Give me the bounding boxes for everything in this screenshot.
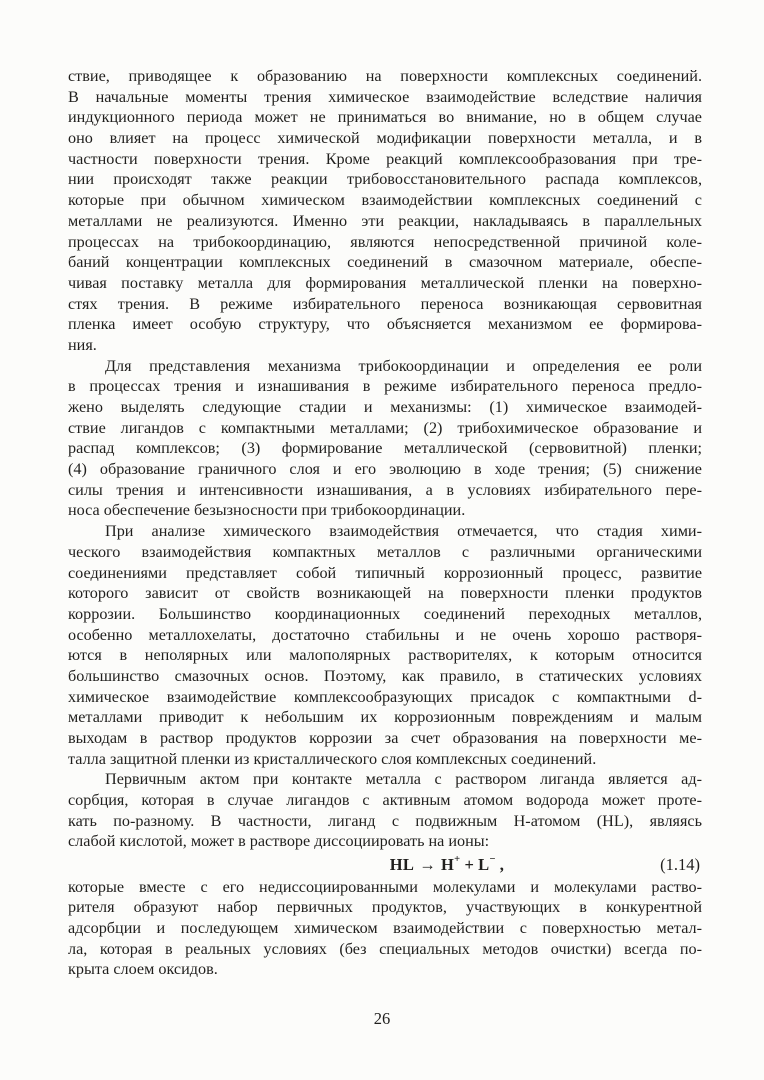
text-line: ствие, приводящее к образованию на поверхности комплексных соединений. <box>68 67 702 85</box>
text-line: сорбция, которая в случае лигандов с активным атомом водорода может проте- <box>68 791 702 810</box>
equation-term1: H <box>441 854 455 874</box>
text-line: чивая поставку металла для формирования металлической пленки на поверхно- <box>68 273 702 292</box>
text-line: жено выделять следующие стадии и механизмы: (1) химическое взаимодей- <box>68 398 702 416</box>
text-line: слабой кислотой, может в растворе диссоциировать на ионы: <box>68 832 490 851</box>
text-line: кать по-разному. В частности, лиганд с подвижным Н-атомом (HL), являясь <box>68 811 702 830</box>
text-line: в процессах трения и изнашивания в режиме избирательного переноса предло- <box>68 377 702 396</box>
text-line: силы трения и интенсивности изнашивания, а в условиях избирательного пере- <box>68 480 702 499</box>
text-line: Для представления механизма трибокоординации и определения ее роли <box>105 356 702 375</box>
text-line: ния. <box>68 335 97 354</box>
equation-term2-superscript: − <box>489 854 496 866</box>
text-line: талла защитной пленки из кристаллического слоя комплексных соединений. <box>68 749 597 768</box>
text-line: рителя образуют набор первичных продуктов, участвующих в конкурентной <box>68 898 702 917</box>
text-line: ются в неполярных или малополярных растворителях, к которым относится <box>68 646 702 665</box>
text-line: Первичным актом при контакте металла с раствором лиганда является ад- <box>105 770 702 789</box>
text-line: баний концентрации комплексных соединений в смазочном материале, обеспе- <box>68 253 702 272</box>
text-line: процессах на трибокоординацию, являются непосредственной причиной коле- <box>68 232 702 251</box>
equation-arrow-icon: → <box>419 854 437 874</box>
text-line: ческого взаимодействия компактных металлов с различными органическими <box>68 542 702 561</box>
text-line: носа обеспечение безызносности при трибокоординации. <box>68 501 466 520</box>
text-line: металлами приводит к небольшим их коррозионным повреждениям и малым <box>68 708 702 727</box>
equation-number: (1.14) <box>660 854 700 874</box>
text-line: крыта слоем оксидов. <box>68 960 218 979</box>
page-number: 26 <box>373 1009 391 1028</box>
text-line: частности поверхности трения. Кроме реакций комплексообразования при тре- <box>68 149 702 168</box>
text-line: В начальные моменты трения химическое взаимодействие вследствие наличия <box>68 87 702 106</box>
text-line: распад комплексов; (3) формирование металлической (сервовитной) пленки; <box>68 439 702 458</box>
equation-term1-superscript: + <box>454 854 461 866</box>
text-line: (4) образование граничного слоя и его эволюцию в ходе трения; (5) снижение <box>68 460 702 479</box>
text-line: которые при обычном химическом взаимодействии комплексных соединений с <box>68 191 702 210</box>
text-body-top <box>68 66 702 852</box>
text-line: коррозии. Большинство координационных соединений переходных металлов, <box>68 604 702 623</box>
equation-term2: L <box>478 854 490 874</box>
text-line: пленка имеет особую структуру, что объясняется механизмом ее формирова- <box>68 315 702 334</box>
text-line: выходам в раствор продуктов коррозии за счет образования на поверхности ме- <box>68 729 702 747</box>
text-line: стях трения. В режиме избирательного переноса возникающая сервовитная <box>68 294 702 313</box>
equation-trailing-comma: , <box>499 854 505 874</box>
text-line: оно влияет на процесс химической модификации поверхности металла, и в <box>68 129 702 148</box>
text-line: химическое взаимодействие комплексообразующих присадок с компактными d- <box>68 687 702 706</box>
text-body-bottom <box>68 877 702 980</box>
equation-lhs: HL <box>389 854 415 874</box>
text-line: большинство смазочных основ. Поэтому, как правило, в статических условиях <box>68 666 702 685</box>
text-line: которые вместе с его недиссоциированными молекулами и молекулами раство- <box>68 877 702 896</box>
text-line: металлами не реализуются. Именно эти реакции, накладываясь в параллельных <box>68 211 702 230</box>
text-line: которого зависит от свойств возникающей на поверхности пленки продуктов <box>68 584 702 603</box>
text-line: особенно металлохелаты, достаточно стабильны и не очень хорошо растворя- <box>68 625 702 644</box>
equation <box>390 855 504 874</box>
equation-plus-sign: + <box>464 854 475 874</box>
text-line: нии происходят также реакции трибовосстановительного распада комплексов, <box>68 170 702 189</box>
text-line: При анализе химического взаимодействия отмечается, что стадия хими- <box>105 522 702 541</box>
text-line: ствие лигандов с компактными металлами; (2) трибохимическое образование и <box>68 418 702 437</box>
equation-line <box>68 853 702 877</box>
text-line: ла, которая в реальных условиях (без специальных методов очистки) всегда по- <box>68 939 702 958</box>
text-line: индукционного периода может не приниматься во внимание, но в общем случае <box>68 108 702 127</box>
text-line: адсорбции и последующем химическом взаимодействии с поверхностью метал- <box>68 918 702 937</box>
text-line: соединениями представляет собой типичный коррозионный процесс, развитие <box>68 563 702 582</box>
